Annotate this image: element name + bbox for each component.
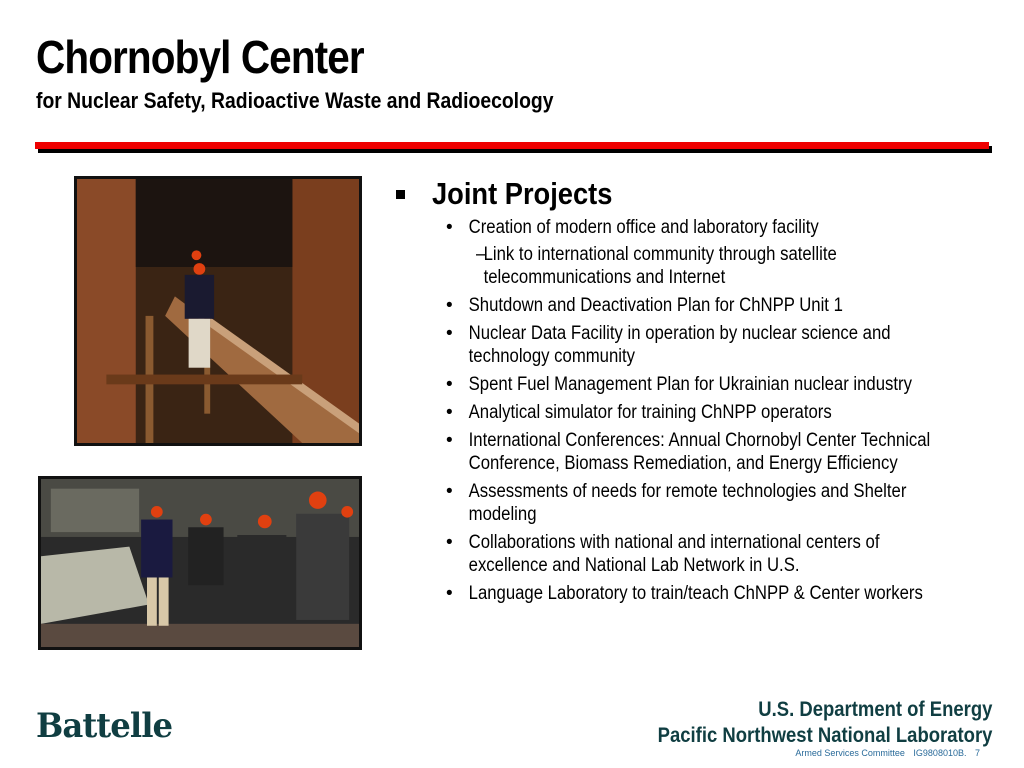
slide-title: Chornobyl Center [36,31,364,83]
bullet-icon: • [446,402,453,423]
list-item: • Analytical simulator for training ChNPP operators [446,402,832,423]
bullet-icon: • [446,295,453,316]
bullet-icon: • [446,374,453,395]
list-item: • International Conferences: Annual Chornobyl Center Technical Conference, Biomass Remediation, and Energy Efficiency [446,430,931,474]
photo-control-room-group [38,476,362,650]
page-number: 7 [974,748,980,758]
photo-workers-on-ramp [74,176,362,446]
bullet-icon: • [446,217,453,238]
dash-bullet-icon: – [476,244,487,265]
org-line-doe: U.S. Department of Energy [757,698,992,721]
bullet-icon: • [446,583,453,604]
battelle-logo: Battelle [36,706,173,746]
project-list [444,216,1004,610]
list-item: • Assessments of needs for remote technologies and Shelter modeling [446,481,907,525]
bullet-icon: • [446,430,453,451]
org-line-pnnl: Pacific Northwest National Laboratory [657,724,992,747]
list-item: • Shutdown and Deactivation Plan for ChNPP Unit 1 [446,295,843,316]
list-item: • Nuclear Data Facility in operation by nuclear science and technology community [446,323,891,367]
red-divider [35,142,989,149]
section-heading: Joint Projects [432,176,613,211]
list-item: • Collaborations with national and international centers of excellence and National Lab Network in U.S. [446,532,880,576]
footer-doc-id: IG9808010B. [913,748,967,758]
sub-list [444,243,1004,289]
slide-subtitle: for Nuclear Safety, Radioactive Waste and Radioecology [36,88,554,113]
list-item: • Language Laboratory to train/teach ChNPP & Center workers [446,583,923,604]
footer-committee: Armed Services Committee [795,748,905,758]
square-bullet-icon [396,190,405,199]
bullet-icon: • [446,323,453,344]
list-item: • Creation of modern office and laboratory facility – Link to international community through satellite telecommunications and Internet [444,216,1004,289]
organization-block [657,697,992,749]
bullet-icon: • [446,481,453,502]
slide-footer [789,748,980,758]
list-item: • Spent Fuel Management Plan for Ukrainian nuclear industry [446,374,912,395]
sub-list-item: – Link to international community through satellite telecommunications and Internet [476,244,837,288]
bullet-icon: • [446,532,453,553]
